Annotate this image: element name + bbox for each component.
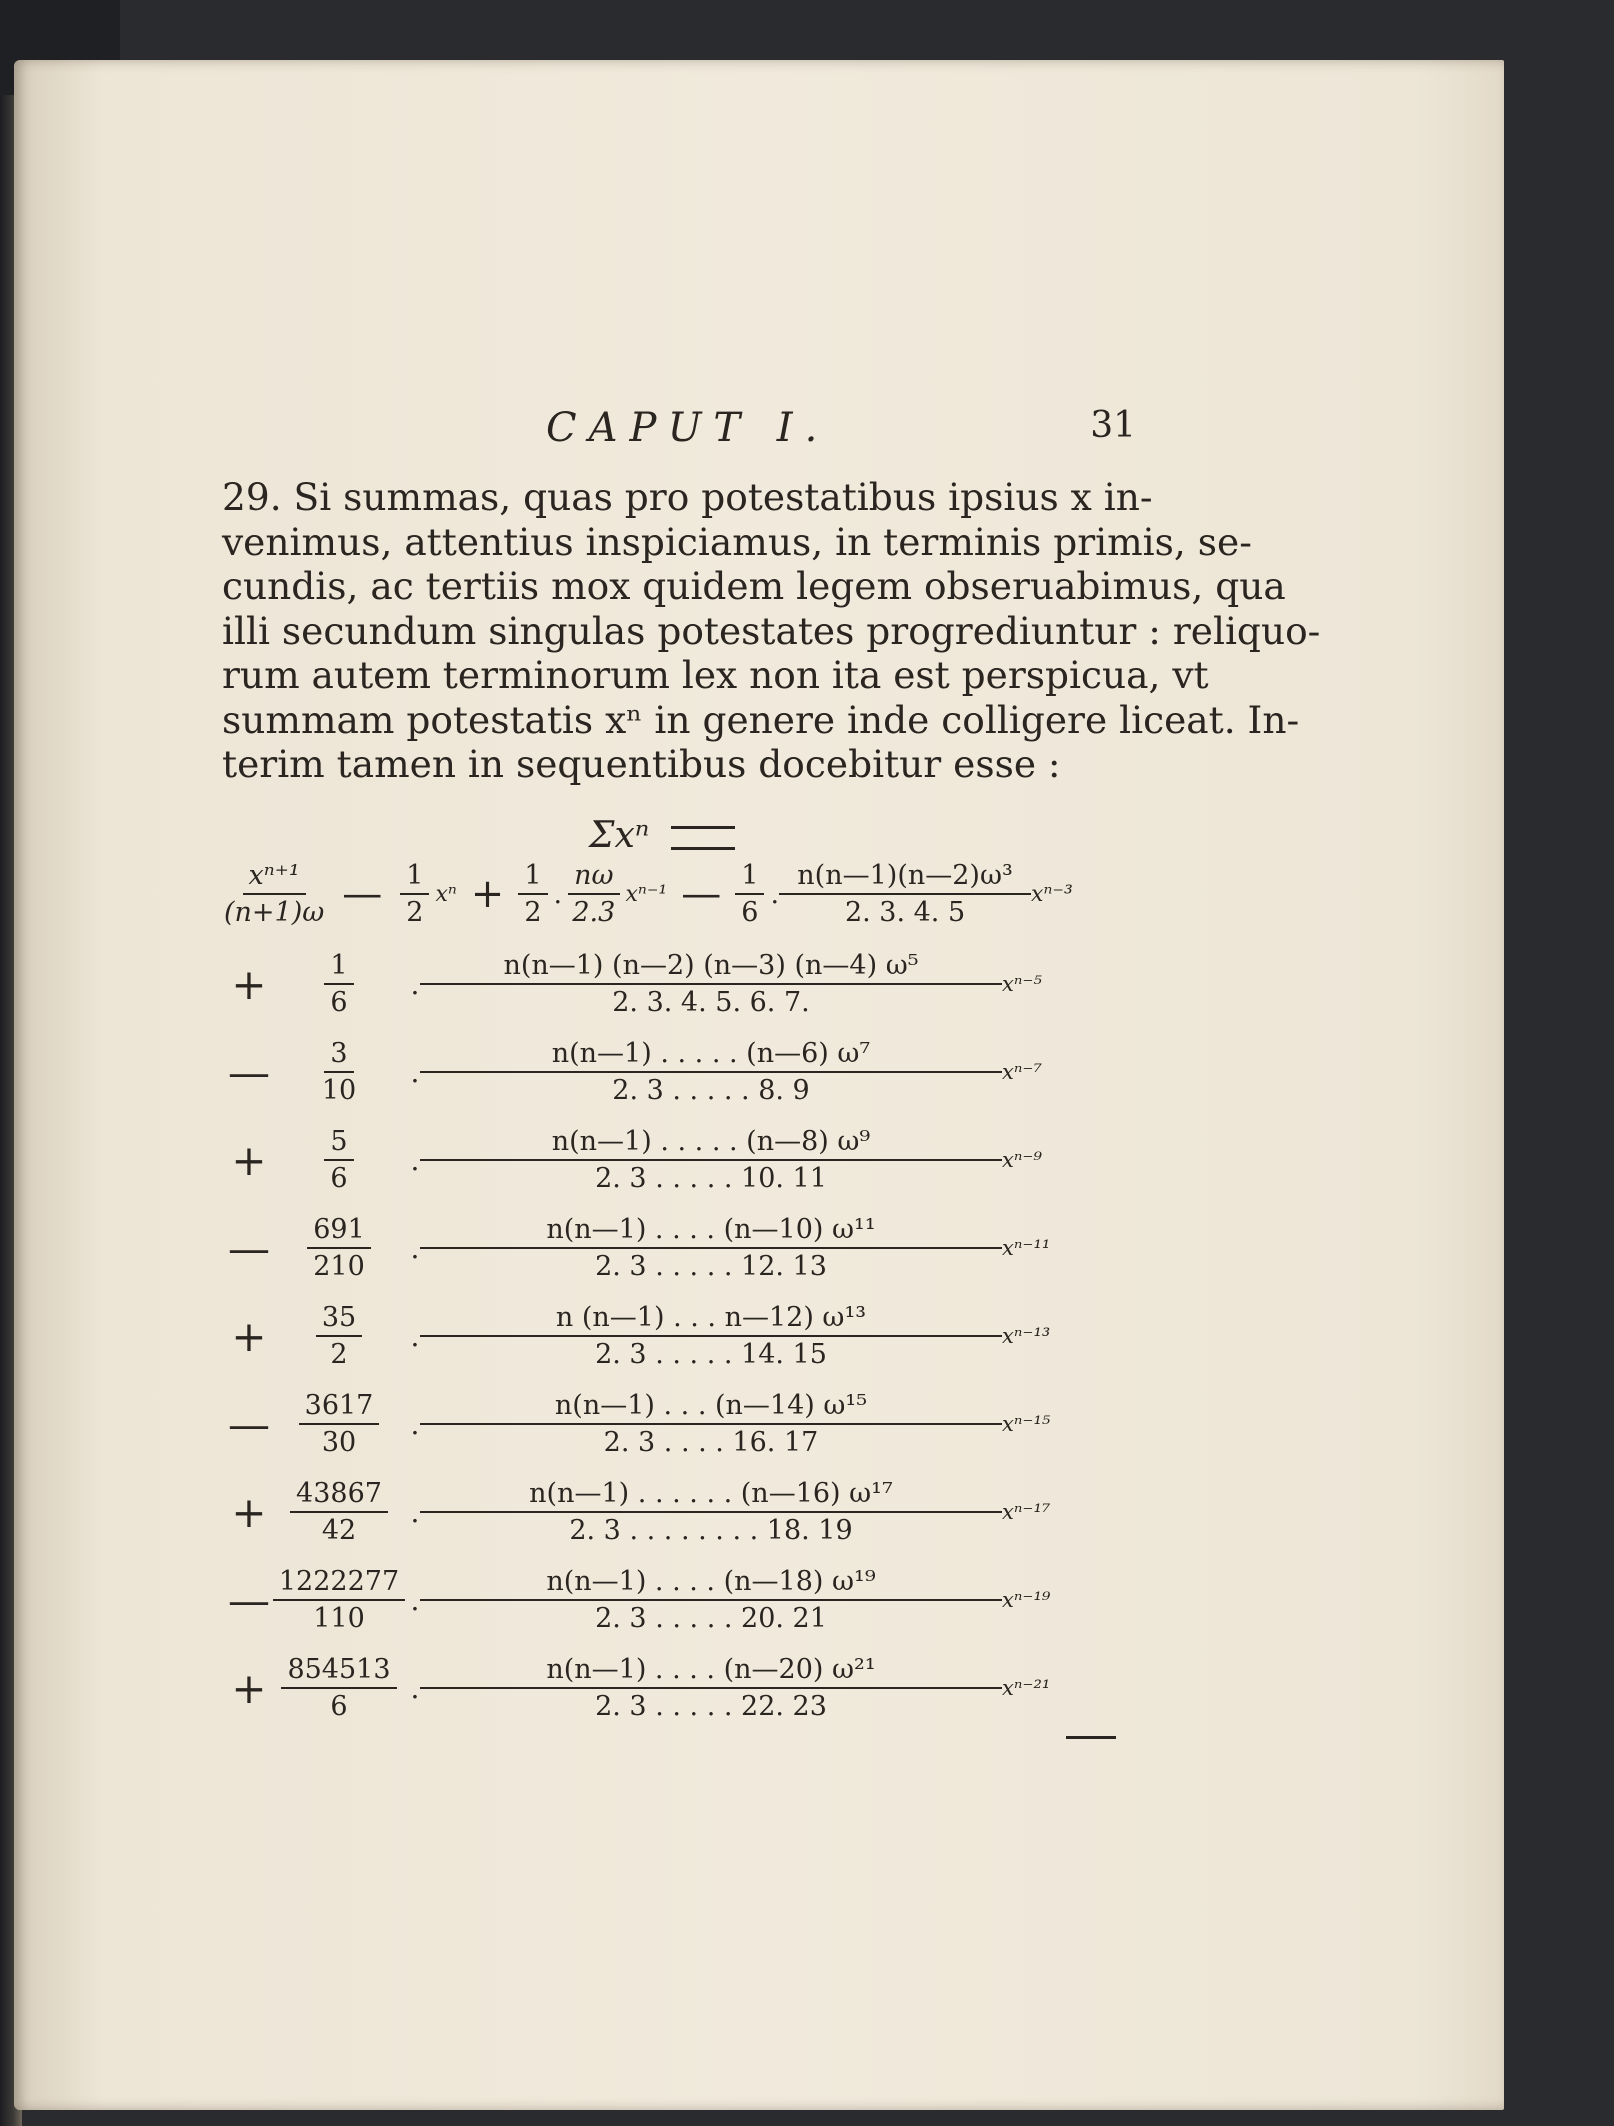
fraction-numerator: 1222277 (273, 1566, 405, 1601)
fraction-denominator: 2.3 (572, 897, 616, 928)
fraction-denominator: 42 (321, 1515, 357, 1546)
dot: . (410, 1407, 420, 1441)
series-row (224, 1302, 1050, 1370)
power-term: xⁿ⁻¹³ (1002, 1324, 1051, 1348)
term-fraction (426, 1654, 996, 1722)
term-fraction (224, 860, 324, 928)
fraction-numerator: n(n—1) . . . . . . (n—16) ω¹⁷ (420, 1478, 1002, 1513)
fraction-numerator: 5 (324, 1126, 353, 1161)
term-fraction (426, 950, 996, 1018)
fraction-denominator: 10 (321, 1075, 357, 1106)
series-row (224, 1126, 1042, 1194)
coefficient (274, 1302, 404, 1370)
coefficient (274, 1126, 404, 1194)
fraction-denominator: 2. 3 . . . . . 20. 21 (595, 1603, 827, 1634)
fraction-denominator: (n+1)ω (224, 897, 325, 928)
formula-lhs (589, 815, 735, 856)
fraction-numerator: n(n—1) . . . . (n—18) ω¹⁹ (420, 1566, 1002, 1601)
sign: + (231, 1487, 267, 1537)
fraction-numerator: 3617 (299, 1390, 380, 1425)
minus-sign: — (342, 871, 383, 917)
fraction-denominator: 2. 3. 4. 5. 6. 7. (612, 987, 810, 1018)
dot: . (410, 1495, 420, 1529)
fraction-denominator: 6 (330, 1691, 348, 1722)
coefficient (274, 1478, 404, 1546)
text-line: rum autem terminorum lex non ita est perspicua, vt (222, 653, 1209, 697)
catchword-dash (1066, 1736, 1116, 1739)
power-term: xⁿ (435, 881, 457, 907)
dot: . (410, 1231, 420, 1265)
text-line: cundis, ac tertiis mox quidem legem obseruabimus, qua (222, 564, 1286, 608)
coefficient (274, 1038, 404, 1106)
paragraph-29 (222, 475, 1321, 787)
power-term: xⁿ⁻⁷ (1002, 1060, 1042, 1084)
fraction-numerator: n(n—1) . . . . . (n—6) ω⁷ (420, 1038, 1002, 1073)
term-fraction (426, 1478, 996, 1546)
coefficient (274, 1390, 404, 1458)
term-fraction (426, 1126, 996, 1194)
series-row (224, 1566, 1050, 1634)
fraction-denominator: 2. 3 . . . . . 12. 13 (595, 1251, 827, 1282)
text-line: summam potestatis xⁿ in genere inde colligere liceat. In- (222, 697, 1300, 742)
header-title: CAPUT I. (546, 405, 830, 451)
sign: — (228, 1575, 270, 1625)
fraction-numerator: xⁿ⁺¹ (243, 860, 306, 895)
fraction-numerator: n(n—1) (n—2) (n—3) (n—4) ω⁵ (420, 950, 1002, 985)
term-fraction (426, 1038, 996, 1106)
sign: — (228, 1047, 270, 1097)
fraction-numerator: 1 (518, 860, 547, 895)
fraction-denominator: 110 (313, 1603, 365, 1634)
fraction-numerator: n (n—1) . . . n—12) ω¹³ (420, 1302, 1002, 1337)
coefficient (274, 1654, 404, 1722)
fraction-numerator: 1 (400, 860, 429, 895)
minus-sign: — (681, 871, 722, 917)
text-line: terim tamen in sequentibus docebitur esse : (222, 742, 1061, 786)
fraction-numerator: 3 (324, 1038, 353, 1073)
power-term: xⁿ⁻⁹ (1002, 1148, 1042, 1172)
dot: . (410, 1583, 420, 1617)
coefficient (274, 1214, 404, 1282)
term-fraction (426, 1566, 996, 1634)
fraction-denominator: 2. 3 . . . . 16. 17 (603, 1427, 819, 1458)
fraction-denominator: 2 (406, 897, 424, 928)
sign: — (228, 1399, 270, 1449)
fraction-denominator: 6 (330, 987, 348, 1018)
series-row (224, 1478, 1050, 1546)
fraction-denominator: 6 (330, 1163, 348, 1194)
coefficient (735, 860, 764, 928)
power-term: xⁿ⁻²¹ (1002, 1676, 1051, 1700)
dot: . (410, 1055, 420, 1089)
dot: . (553, 878, 563, 910)
fraction-numerator: n(n—1)(n—2)ω³ (779, 860, 1031, 895)
fraction-numerator: 1 (735, 860, 764, 895)
fraction-numerator: 854513 (281, 1654, 396, 1689)
series-row (224, 1038, 1042, 1106)
sign: + (231, 1663, 267, 1713)
series-row (224, 1214, 1050, 1282)
term-fraction (785, 860, 1025, 928)
dot: . (410, 1671, 420, 1705)
fraction-numerator: 35 (316, 1302, 362, 1337)
dot: . (410, 1143, 420, 1177)
term-fraction (426, 1214, 996, 1282)
power-term: xⁿ⁻¹⁵ (1002, 1412, 1051, 1436)
equals-sign (671, 826, 735, 850)
term-fraction (426, 1390, 996, 1458)
fraction-denominator: 2 (330, 1339, 348, 1370)
fraction-denominator: 210 (313, 1251, 365, 1282)
fraction-denominator: 2. 3 . . . . . 22. 23 (595, 1691, 827, 1722)
fraction-denominator: 2. 3. 4. 5 (844, 897, 966, 928)
power-term: xⁿ⁻⁵ (1002, 972, 1042, 996)
book-page (14, 60, 1504, 2110)
fraction-denominator: 2. 3 . . . . . . . . 18. 19 (569, 1515, 853, 1546)
fraction-denominator: 2. 3 . . . . . 8. 9 (612, 1075, 810, 1106)
coefficient (274, 1566, 404, 1634)
page-number: 31 (1090, 405, 1136, 446)
coefficient (400, 860, 429, 928)
dot: . (410, 967, 420, 1001)
text-line: venimus, attentius inspiciamus, in terminis primis, se- (222, 519, 1252, 564)
fraction-numerator: n(n—1) . . . . (n—10) ω¹¹ (420, 1214, 1002, 1249)
text-line: 29. Si summas, quas pro potestatibus ipsius x in- (222, 475, 1153, 519)
fraction-denominator: 2. 3 . . . . . 14. 15 (595, 1339, 827, 1370)
text-line: illi secundum singulas potestates progrediuntur : reliquo- (222, 608, 1321, 653)
sign: — (228, 1223, 270, 1273)
series-row (224, 1654, 1050, 1722)
series-row (224, 1390, 1050, 1458)
running-header (546, 405, 1136, 455)
sign: + (231, 1311, 267, 1361)
formula-first-line (224, 860, 1073, 928)
fraction-numerator: 1 (324, 950, 353, 985)
power-term: xⁿ⁻¹ (625, 881, 668, 907)
dot: . (770, 878, 780, 910)
term-fraction (568, 860, 619, 928)
dot: . (410, 1319, 420, 1353)
coefficient (274, 950, 404, 1018)
power-term: xⁿ⁻¹⁷ (1002, 1500, 1051, 1524)
power-term: xⁿ⁻³ (1031, 881, 1073, 907)
sign: + (231, 1135, 267, 1185)
fraction-numerator: 43867 (290, 1478, 388, 1513)
term-fraction (426, 1302, 996, 1370)
power-term: xⁿ⁻¹¹ (1002, 1236, 1051, 1260)
fraction-numerator: n(n—1) . . . (n—14) ω¹⁵ (420, 1390, 1002, 1425)
series-row (224, 950, 1042, 1018)
fraction-numerator: 691 (307, 1214, 371, 1249)
fraction-denominator: 2 (524, 897, 542, 928)
fraction-denominator: 6 (741, 897, 759, 928)
fraction-denominator: 30 (321, 1427, 357, 1458)
fraction-numerator: nω (568, 860, 619, 895)
sum-symbol: Σxⁿ (589, 815, 650, 856)
fraction-numerator: n(n—1) . . . . . (n—8) ω⁹ (420, 1126, 1002, 1161)
coefficient (518, 860, 547, 928)
plus-sign: + (470, 871, 505, 917)
fraction-numerator: n(n—1) . . . . (n—20) ω²¹ (420, 1654, 1002, 1689)
sign: + (231, 959, 267, 1009)
fraction-denominator: 2. 3 . . . . . 10. 11 (595, 1163, 827, 1194)
power-term: xⁿ⁻¹⁹ (1002, 1588, 1051, 1612)
